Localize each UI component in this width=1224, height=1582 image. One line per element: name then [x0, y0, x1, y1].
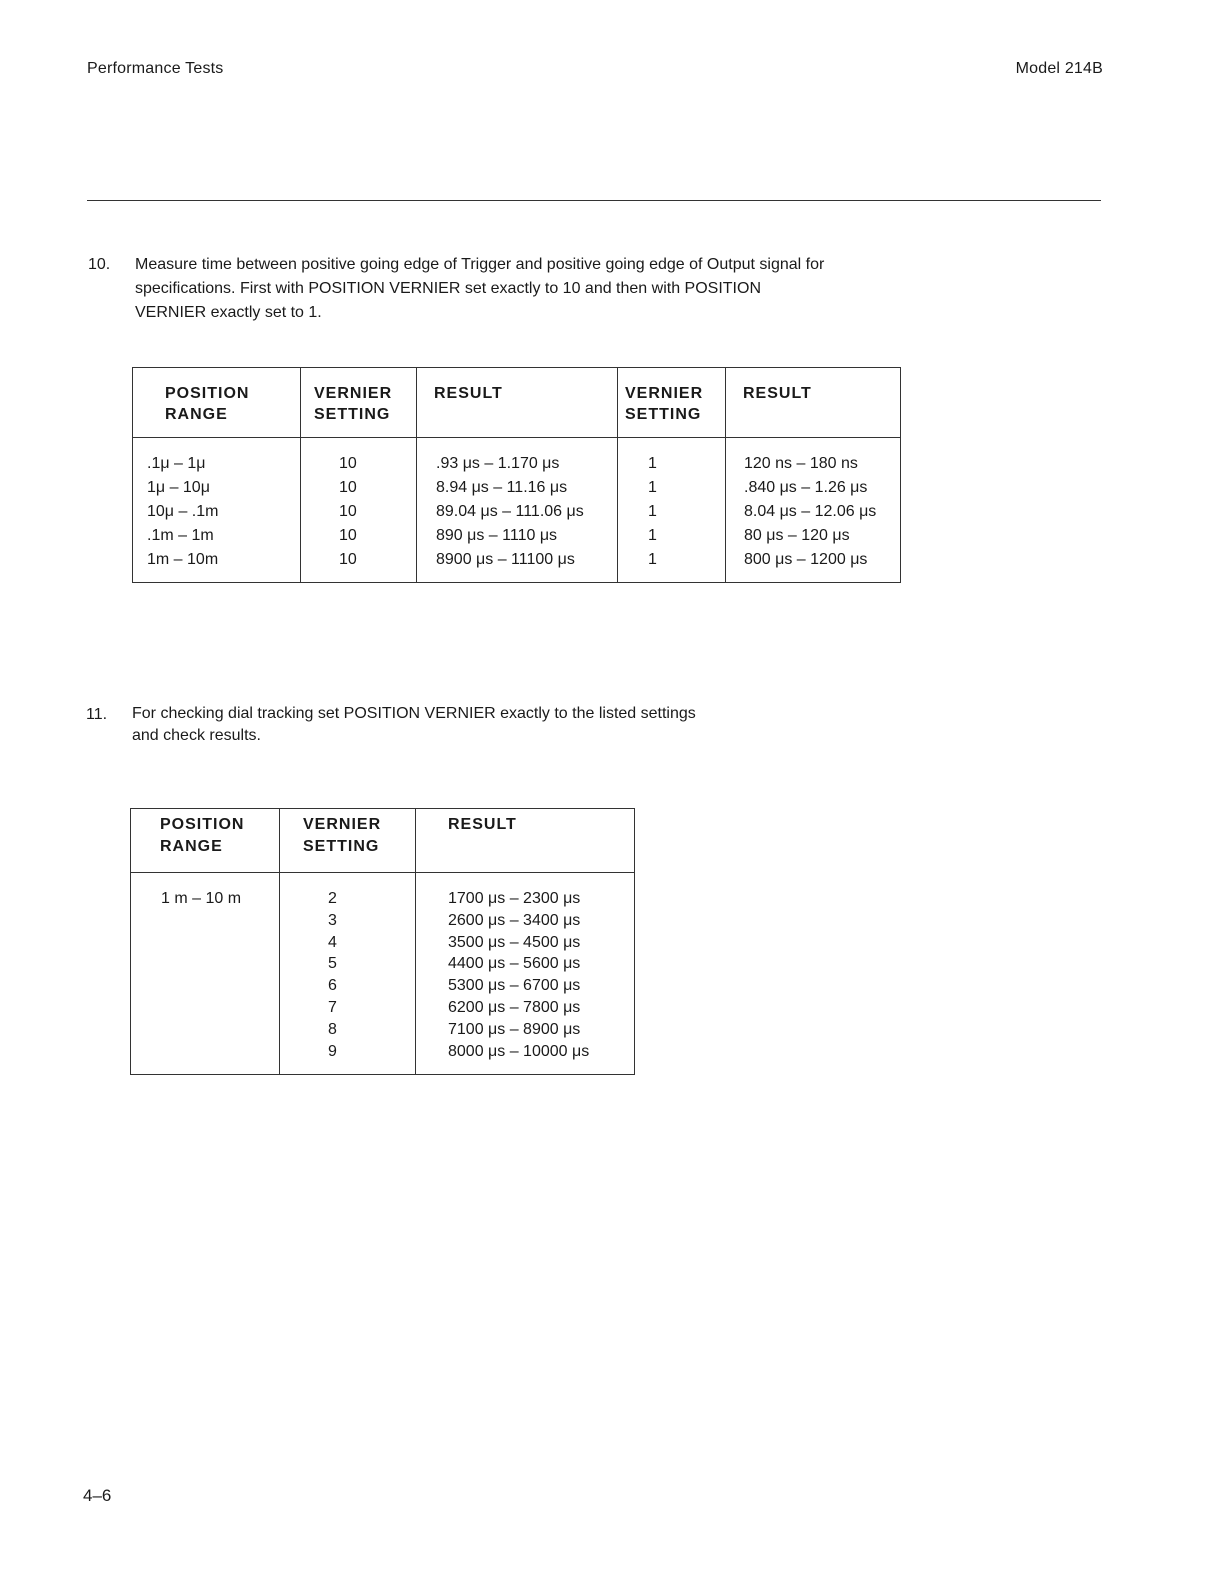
column-header-vernier-setting: VERNIER SETTING	[301, 368, 417, 438]
position-vernier-table	[132, 367, 901, 583]
position-range-values: .1μ – 1μ 1μ – 10μ 10μ – .1m .1m – 1m 1m – 10m	[147, 455, 219, 568]
table-body-row	[131, 873, 635, 1075]
dial-tracking-table	[130, 808, 635, 1075]
column-header-result: RESULT	[416, 809, 635, 873]
column-header-position-range: POSITION RANGE	[131, 809, 280, 873]
column-header-vernier-setting-2: VERNIER SETTING	[618, 368, 726, 438]
step-10-text: Measure time between positive going edge of Trigger and positive going edge of Output signal for specifications. First with POSITION VERNIER set exactly to 10 and then with POSITION VERNIER exactly set to 1.	[135, 256, 825, 321]
column-header-vernier-setting: VERNIER SETTING	[280, 809, 416, 873]
column-header-result: RESULT	[417, 368, 618, 438]
step-10	[88, 253, 938, 333]
result-values-2: 120 ns – 180 ns .840 μs – 1.26 μs 8.04 μs – 12.06 μs 80 μs – 120 μs 800 μs – 1200 μs	[726, 438, 901, 583]
position-range-value: 1 m – 10 m	[161, 890, 242, 907]
page-number: 4–6	[83, 1486, 112, 1505]
result-values: 1700 μs – 2300 μs 2600 μs – 3400 μs 3500 μs – 4500 μs 4400 μs – 5600 μs 5300 μs – 6700 μs 6200 μs – 7800 μs 7100 μs – 8900 μs 8000 μs – 10000 μs	[416, 873, 635, 1075]
step-11-number: 11.	[86, 706, 108, 723]
vernier-setting-values-2: 1 1 1 1 1	[618, 438, 726, 583]
table-header-row	[131, 809, 635, 873]
header-rule	[87, 200, 1101, 201]
step-11-text: For checking dial tracking set POSITION VERNIER exactly to the listed settings and check results.	[132, 705, 696, 744]
header-section-title: Performance Tests	[87, 60, 224, 77]
table-header-row	[133, 368, 901, 438]
column-header-result-2: RESULT	[726, 368, 901, 438]
table-body-row	[133, 438, 901, 583]
step-11	[86, 703, 806, 753]
column-header-position-range: POSITION RANGE	[133, 368, 301, 438]
vernier-setting-values: 2 3 4 5 6 7 8 9	[280, 873, 416, 1075]
header-model-name: Model 214B	[1015, 60, 1103, 77]
vernier-setting-values: 10 10 10 10 10	[301, 438, 417, 583]
result-values: .93 μs – 1.170 μs 8.94 μs – 11.16 μs 89.04 μs – 111.06 μs 890 μs – 1110 μs 8900 μs – 11100 μs	[417, 438, 618, 583]
step-10-number: 10.	[88, 256, 111, 273]
